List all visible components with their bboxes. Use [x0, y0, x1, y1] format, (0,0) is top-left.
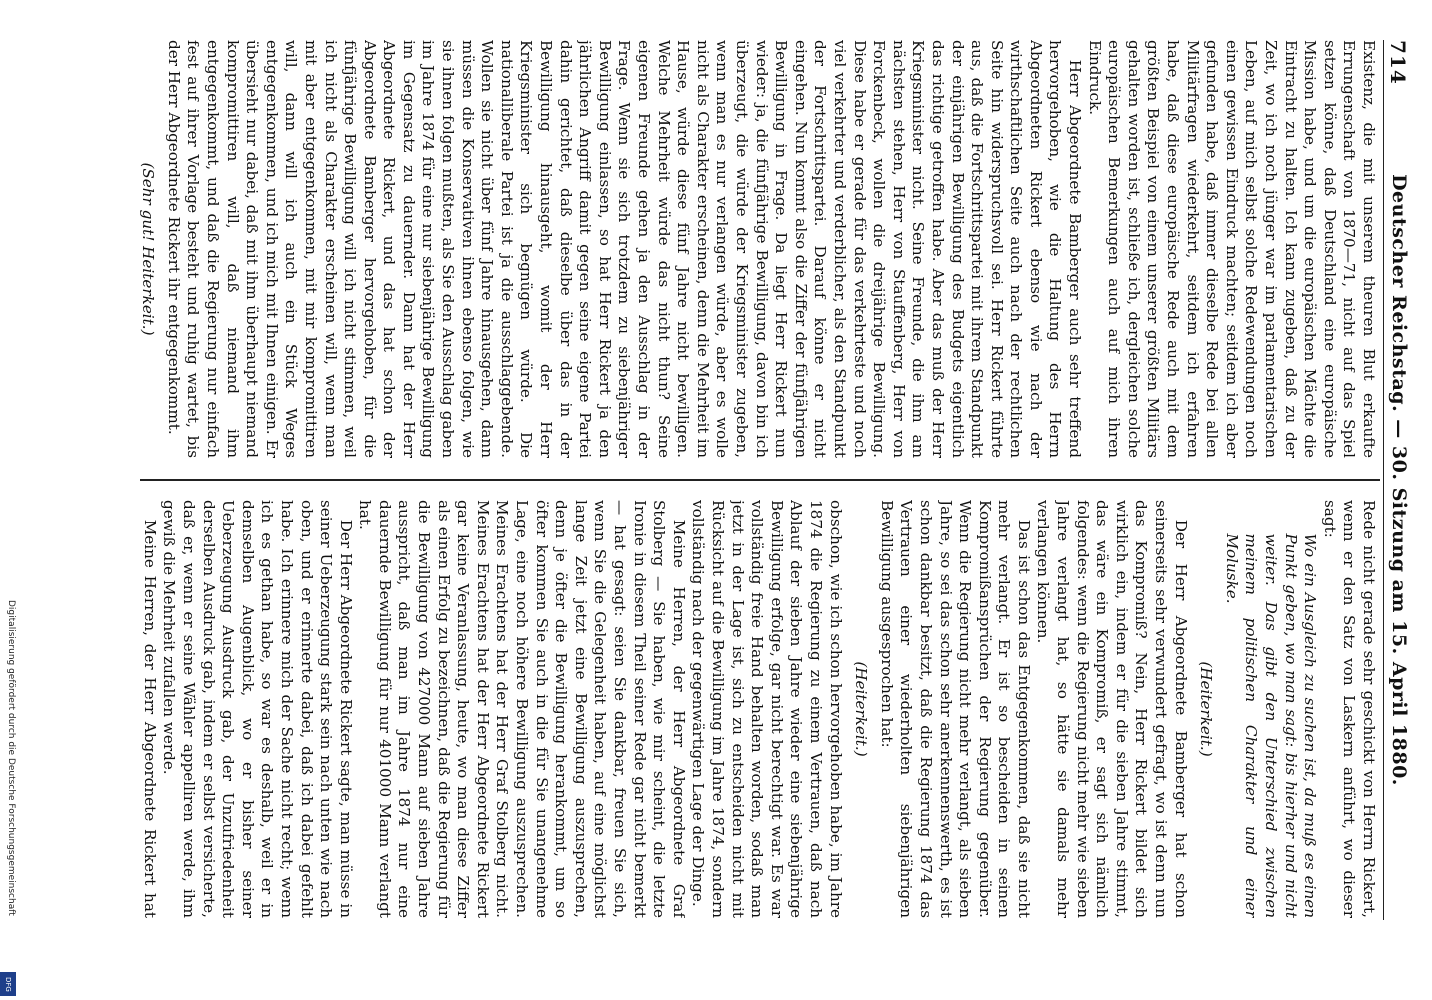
quotation: Wo ein Ausgleich zu suchen ist, da muß es einen Punkt geben, wo man sagt: bis hierher und nicht weiter. Das gibt den Unterschied zwischen meinem politischen Charakter und einer Moluske. — [1222, 533, 1320, 918]
left-paragraph-2: Herr Abgeordnete Bamberger auch sehr treffend hervorgehoben, wie die Haltung des Herrn Abgeordneten Rickert ebenso wie nach der wirthschaftlichen Seite auch nach der rechtlichen Seite hin widerspruchsvoll sei. Herr Rickert führte aus, daß die Fortschrittspartei mit ihrem Standpunkt der einjährigen Bewilligung des Budgets eigentlich das richtige getroffen habe. Aber das muß der Herr Kriegsminister nicht. Seine Freunde, die ihm am nächsten stehen, Herr von Stauffenberg, Herr von Forckenbeck, wollen die dreijährige Bewilligung. Diese habe er gerade für das verkehrteste und noch viel verkehrter und verderblicher, als den Standpunkt der Fortschrittspartei. Darauf könne er nicht eingehen. Nun kommt also die Ziffer der fünfjährigen Bewilligung in Frage. Da liegt Herr Rickert nun wieder: ja, die fünfjährige Bewilligung, davon bin ich überzeugt, die würde der Kriegsminister zugeben, wenn man es nur verlangen würde, aber es wolle nicht als Charakter erscheinen, denn die Mehrheit im Hause, würde diese fünf Jahre nicht bewilligen. Welche Mehrheit würde das nicht thun? Seine eigenen Freunde gehen ja den Ausschlag in der Frage. Wenn sie sich trotzdem zu siebenjähriger Bewilligung einlassen, so hat Herr Rickert ja den jährlichen Angriff damit gegen seine eigene Partei dahin gerichtet, daß dieselbe über das in der Bewilligung hinausgeht, womit der Herr Kriegsminister sich begnügen würde. Die nationalliberale Partei ist ja die ausschlaggebende. Wollen sie nicht über fünf Jahre hinausgehen, dann müssen die Konservativen ihnen ebenso folgen, wie sie ihnen folgen mußten, als Sie den Ausschlag gaben im Jahre 1874 für eine nur siebenjährige Bewilligung im Gegensatz zu dauernder. Dann hat der Herr Abgeordnete Rickert, und das hat schon der Abgeordnete Bamberger hervorgehoben, für die fünfjährige Bewilligung will ich nicht stimmen, weil ich nicht als Charakter erscheinen will, wenn man mit aber entgegenkommen, mit mir kompromittiren will, dann will ich auch ein Stück Weges entgegenkommen, und ich mich mit Ihnen einigen. Er übersieht nur dabei, daß mit ihm überhaupt niemand kompromittiren will, daß niemand ihm entgegenkommt, und daß die Regierung nur einfach fest auf ihrer Vorlage besteht und ruhig wartet, bis der Herr Abgeordnete Rickert ihr entgegenkommt. — [164, 40, 1085, 458]
digitization-note-text: Digitalisierung gefördert durch die Deutsche Forschungsgemeinschaft — [6, 600, 16, 916]
stage-direction: (Heiterkeit.) — [1197, 661, 1216, 757]
right-column — [138, 500, 1378, 918]
right-paragraph-2: Der Herr Abgeordnete Bamberger hat schon seinerseits sehr verwundert gefragt, wo ist denn nun das Kompromiß? Nein, Herr Rickert bildet sich wirklich ein, indem er für die sieben Jahre stimmt, das wäre ein Kompromiß, er sagt sich nämlich folgendes: wenn die Regierung nicht mehr wie sieben Jahre verlangt hat, so hätte sie damals mehr verlangen können. — [1034, 500, 1190, 918]
right-paragraph-5: Meine Herren, der Herr Abgeordnete Graf Stolberg — Sie haben, wie mir scheint, die letzte Ironie in diesem Theil seiner Rede gar nicht bemerkt — hat gesagt: seien Sie dankbar, freuen Sie sich, wenn Sie die Gelegenheit haben, auf eine möglichst lange Zeit jetzt eine Bewilligung auszusprechen, denn je öfter die Bewilligung herankommt, um so öfter kommen Sie auch in die für Sie unangenehme Lage, eine noch höhere Bewilligung auszusprechen. Meines Erachtens hat der Herr Graf Stolberg nicht. Meines Erachtens hat der Herr Abgeordnete Rickert gar keine Veranlassung, heute, wo man diese Ziffer als einen Erfolg zu bezeichnen, daß die Regierung für die Bewilligung von 427000 Mann auf sieben Jahre ausspricht, daß man im Jahre 1874 nur eine dauernde Bewilligung für nur 401000 Mann verlangt hat. — [356, 500, 688, 918]
dfg-logo: DFG — [0, 972, 16, 996]
page-header — [1383, 40, 1412, 920]
stage-direction: (Sehr gut! Heiterkeit.) — [139, 162, 158, 336]
page-number: 714 — [1386, 40, 1410, 85]
right-paragraph-1: Rede nicht gerade sehr geschickt von Herrn Rickert, wenn er den Satz von Laskern anführt, wo dieser sagt: — [1320, 500, 1378, 918]
right-paragraph-6: Der Herr Abgeordnete Rickert sagte, man müsse in seiner Ueberzeugung stark sein nach unten wie nach oben, und er erinnerte dabei, daß ich dabei gefehlt habe. Ich erinnere mich der Sache nicht recht; wenn ich es gethan habe, so war es deshalb, weil er in demselben Augenblick, wo er bisher seiner Ueberzeugung Ausdruck gab, der Unzufriedenheit derselben Ausdruck gab, indem er selbst versicherte, daß er, wenn er seine Wähler appelliren werde, ihm gewiß die Mehrheit zufallen werde. — [160, 500, 355, 918]
right-paragraph-4: obschon, wie ich schon hervorgehoben habe, im Jahre 1874 die Regierung zu einem Vertrauen, daß nach Ablauf der sieben Jahre wieder eine siebenjährige Bewilligung erfolge, gar nicht berechtigt war. Es war vollständig freie Hand behalten worden, sodaß man jetzt in der Lage ist, sich zu entscheiden nicht mit Rücksicht auf die Bewilligung im Jahre 1874, sondern vollständig nach der gegenwärtigen Lage der Dinge. — [689, 500, 845, 918]
right-paragraph-7: Meine Herren, der Herr Abgeordnete Rickert hat — [140, 519, 159, 918]
right-paragraph-3: Das ist schon das Entgegenkommen, daß sie nicht mehr verlangt. Er ist so bescheiden in seinen Kompromißansprüchen der Regierung gegenüber. Wenn die Regierung nicht mehr verlangt, als sieben Jahre, so sei das schon sehr anerkennenswerth, es ist schon dankbar besitzt, daß die Regierung 1874 das Vertrauen einer wiederholten siebenjährigen Bewilligung ausgesprochen hat: — [877, 500, 1033, 918]
stage-direction: (Heiterkeit.) — [852, 661, 871, 757]
column-divider — [140, 479, 1380, 481]
running-title: Deutscher Reichstag. — 30. Sitzung am 15. April 1880. — [1388, 174, 1410, 786]
left-paragraph-1: Existenz, die mit unserem theuren Blut erkaufte Errungenschaft von 1870—71, nicht auf das Spiel setzen könne, daß Deutschland eine europäische Mission habe, und um die europäischen Mächte die Eintracht zu halten. Ich kann zugeben, daß zu der Zeit, wo ich noch jünger war im parlamentarischen Leben, auf mich selbst solche Redewendungen noch einen gewissen Eindruck machten; seitdem ich aber gefunden habe, daß immer dieselbe Rede bei allen Militärfragen wiederkehrt, seitdem ich erfahren habe, daß diese europäische Rede auch mit dem größten Beispiel von einem unserer größten Militärs gehalten worden ist, schließe ich, dergleichen solche europäischen Bemerkungen auch auf mich ihren Eindruck. — [1085, 40, 1378, 458]
left-column — [138, 40, 1378, 458]
document-page — [114, 0, 1424, 960]
digitization-note — [2, 600, 16, 1000]
